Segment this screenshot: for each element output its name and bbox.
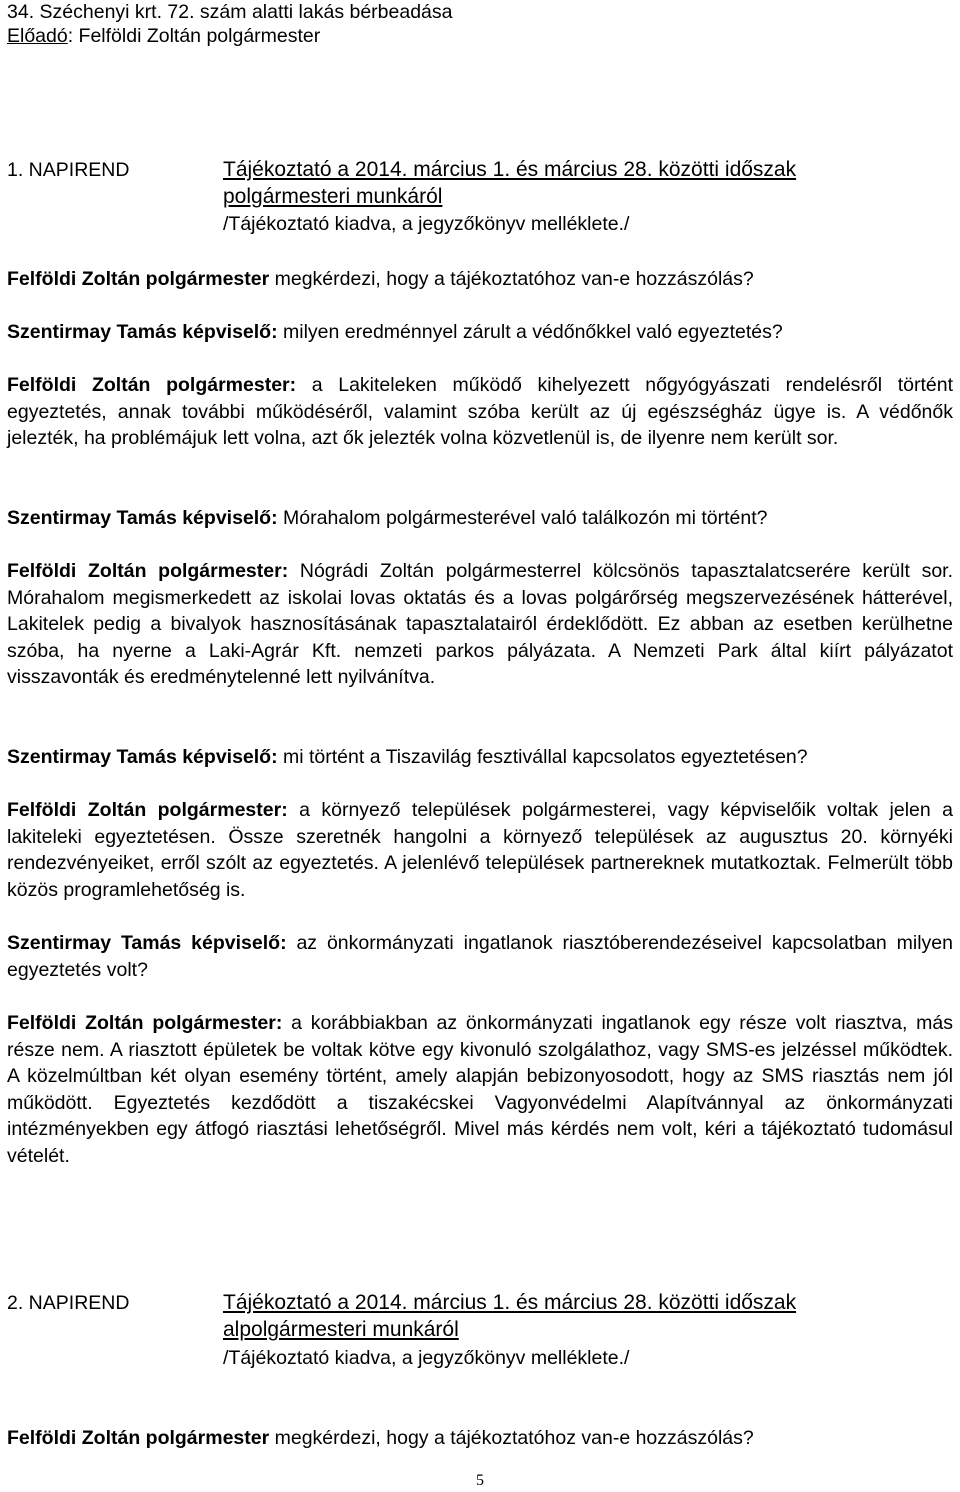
speaker-name: Szentirmay Tamás képviselő:	[7, 932, 287, 954]
agenda1-title-line1: Tájékoztató a 2014. március 1. és március 28. közötti időszak	[223, 158, 797, 181]
paragraph-text: megkérdezi, hogy a tájékoztatóhoz van-e hozzászólás?	[269, 1427, 754, 1449]
page-number: 5	[476, 1472, 484, 1489]
dialogue-paragraph	[7, 744, 953, 771]
speaker-name: Felföldi Zoltán polgármester:	[7, 560, 289, 582]
speaker-name: Felföldi Zoltán polgármester	[7, 268, 270, 290]
speaker-name: Felföldi Zoltán polgármester	[7, 1427, 270, 1449]
speaker-name: Felföldi Zoltán polgármester:	[7, 1012, 283, 1034]
agenda2-title-line2: alpolgármesteri munkáról	[223, 1318, 459, 1341]
paragraph-text: Mórahalom polgármesterével való találkozón mi történt?	[277, 507, 768, 529]
presenter-name: : Felföldi Zoltán polgármester	[67, 25, 321, 47]
paragraph-text: a korábbiakban az önkormányzati ingatlanok egy része volt riasztva, más része nem. A riasztott épületek be voltak kötve egy kivonuló szolgálathoz, vagy SMS-es jelzéssel működtek. A közelmúltban két olyan esemény történt, amely alapján bebizonyosodott, hogy az SMS riasztás nem jól működött. Egyeztetés kezdődött a tiszakécskei Vagyonvédelmi Alapítvánnyal az önkormányzati intézményekben egy átfogó riasztási lehetőségről. Mivel más kérdés nem volt, kéri a tájékoztató tudomásul vételét.	[7, 1012, 954, 1167]
agenda2-number: 2. NAPIREND	[7, 1292, 130, 1314]
agenda-item-heading	[7, 0, 453, 24]
agenda-item-text: 34. Széchenyi krt. 72. szám alatti lakás bérbeadása	[7, 1, 453, 23]
paragraph-text: a környező települések polgármesterei, vagy képviselőik voltak jelen a lakiteleki egyeztetésen. Össze szeretnék hangolni a környező települések az augusztus 20. környéki rendezvényeiket, erről szólt az egyeztetés. A jelenlévő települések partnereknek mutatkoztak. Felmerült több közös programlehetőség is.	[7, 799, 954, 901]
dialogue-paragraph	[7, 505, 953, 532]
dialogue-paragraph	[7, 930, 953, 983]
presenter-line	[7, 24, 320, 48]
dialogue-paragraph	[7, 797, 953, 903]
speaker-name: Felföldi Zoltán polgármester:	[7, 799, 288, 821]
agenda1-number: 1. NAPIREND	[7, 159, 130, 181]
dialogue-paragraph	[7, 266, 953, 293]
paragraph-text: az önkormányzati ingatlanok riasztóberendezéseivel kapcsolatban milyen egyeztetés volt?	[7, 932, 953, 981]
agenda2-note: /Tájékoztató kiadva, a jegyzőkönyv melléklete./	[223, 1347, 630, 1369]
speaker-name: Szentirmay Tamás képviselő:	[7, 321, 278, 343]
paragraph-text: a Lakiteleken működő kihelyezett nőgyógyászati rendelésről történt egyeztetés, annak további működéséről, valamint szóba került az új egészségház ügye is. A védőnők jelezték, ha problémájuk lett volna, azt ők jelezték volna közvetlenül is, de ilyenre nem került sor.	[7, 374, 953, 449]
paragraph-text: megkérdezi, hogy a tájékoztatóhoz van-e hozzászólás?	[269, 268, 754, 290]
paragraph-text: Nógrádi Zoltán polgármesterrel kölcsönös tapasztalatcserére került sor. Mórahalom megismerkedett az iskolai lovas oktatás és a lovas polgárőrség megszervezésének hátterével, Lakitelek pedig a bivalyok hasznosításának tapasztalatairól érdeklődött. Ez abban az esetben kerülhetne szóba, ha nyerne a Laki-Agrár Kft. nemzeti parkos pályázata. A Nemzeti Park által kiírt pályázatot visszavonták és eredménytelenné lett nyilvánítva.	[7, 560, 954, 688]
dialogue-paragraph	[7, 319, 953, 346]
presenter-label: Előadó	[7, 25, 68, 47]
speaker-name: Szentirmay Tamás képviselő:	[7, 746, 278, 768]
speaker-name: Felföldi Zoltán polgármester:	[7, 374, 297, 396]
paragraph-text: mi történt a Tiszavilág fesztivállal kapcsolatos egyeztetésen?	[277, 746, 808, 768]
dialogue-paragraph	[7, 372, 953, 452]
agenda2-title-line1: Tájékoztató a 2014. március 1. és március 28. közötti időszak	[223, 1291, 797, 1314]
speaker-name: Szentirmay Tamás képviselő:	[7, 507, 278, 529]
dialogue-paragraph	[7, 558, 953, 691]
agenda1-title-line2: polgármesteri munkáról	[223, 185, 443, 208]
dialogue-paragraph	[7, 1010, 953, 1169]
closing-paragraph	[7, 1425, 953, 1452]
paragraph-text: milyen eredménnyel zárult a védőnőkkel való egyeztetés?	[277, 321, 783, 343]
agenda1-note: /Tájékoztató kiadva, a jegyzőkönyv melléklete./	[223, 213, 630, 235]
